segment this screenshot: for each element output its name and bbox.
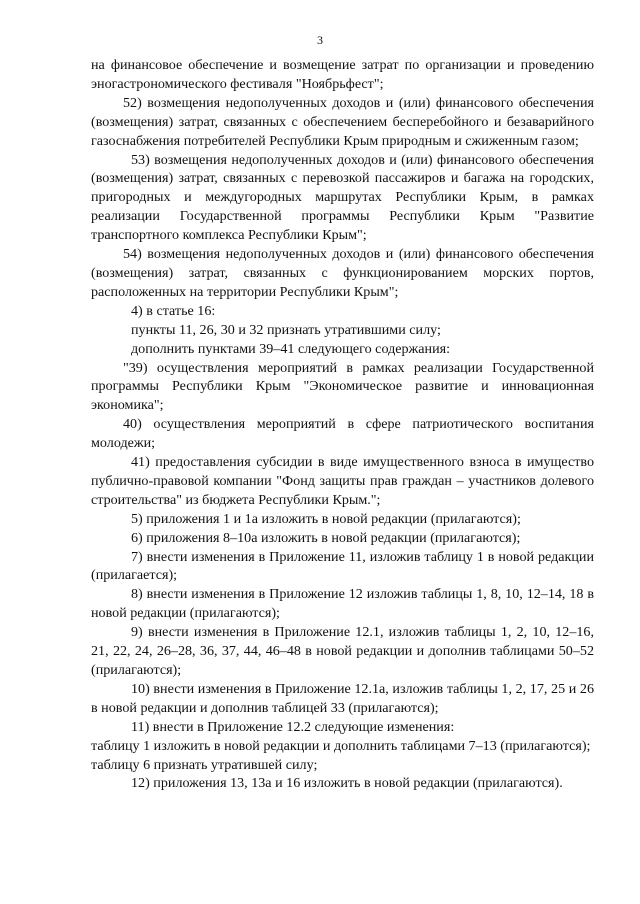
paragraph: 11) внести в Приложение 12.2 следующие изменения:: [131, 718, 455, 735]
paragraph: таблицу 6 признать утратившей силу;: [91, 756, 318, 773]
paragraph: 9) внести изменения в Приложение 12.1, изложив таблицы 1, 2, 10, 12–16, 21, 22, 24, 26–28, 36, 37, 44, 46–48 в новой редакции и дополнив таблицами 50–52 (прилагаются);: [91, 624, 594, 678]
paragraph: "39) осуществления мероприятий в рамках реализации Государственной программы Республики Крым "Экономическое развитие и инновационная экономика";: [91, 359, 594, 414]
paragraph: пункты 11, 26, 30 и 32 признать утратившими силу;: [131, 321, 441, 338]
paragraph: дополнить пунктами 39–41 следующего содержания:: [131, 340, 451, 357]
paragraph: 12) приложения 13, 13а и 16 изложить в новой редакции (прилагаются).: [131, 775, 563, 792]
paragraph: на финансовое обеспечение и возмещение затрат по организации и проведению эногастрономического фестиваля "Ноябрьфест";: [91, 57, 594, 92]
paragraph: 6) приложения 8–10а изложить в новой редакции (прилагаются);: [131, 529, 521, 546]
page-number: 3: [317, 33, 323, 47]
paragraph: 5) приложения 1 и 1а изложить в новой редакции (прилагаются);: [131, 510, 521, 527]
paragraph: 7) внести изменения в Приложение 11, изложив таблицу 1 в новой редакции (прилагается);: [91, 548, 594, 584]
paragraph: 40) осуществления мероприятий в сфере патриотического воспитания молодежи;: [91, 416, 594, 452]
paragraph: 53) возмещения недополученных доходов и (или) финансового обеспечения (возмещения) затрат, связанных с перевозкой пассажиров и багажа на городских, пригородных и междугородных маршрутах Республики Крым, в рамках реализации Государственной программы Республики Крым "Развитие транспортного комплекса Республики Крым";: [91, 151, 594, 244]
paragraph: таблицу 1 изложить в новой редакции и дополнить таблицами 7–13 (прилагаются);: [91, 737, 591, 754]
paragraph: 4) в статье 16:: [131, 302, 216, 319]
paragraph: 52) возмещения недополученных доходов и (или) финансового обеспечения (возмещения) затрат, связанных с обеспечением бесперебойного и безаварийного газоснабжения потребителей Республики Крым природным и сжиженным газом;: [91, 94, 594, 149]
paragraph: 10) внести изменения в Приложение 12.1а, изложив таблицы 1, 2, 17, 25 и 26 в новой редакции и дополнив таблицей 33 (прилагаются);: [91, 680, 594, 716]
document-body: [91, 56, 594, 793]
paragraph: 54) возмещения недополученных доходов и (или) финансового обеспечения (возмещения) затрат, связанных с функционированием морских портов, расположенных на территории Республики Крым";: [91, 246, 594, 300]
paragraph: 8) внести изменения в Приложение 12 изложив таблицы 1, 8, 10, 12–14, 18 в новой редакции (прилагаются);: [91, 586, 594, 622]
paragraph: 41) предоставления субсидии в виде имущественного взноса в имущество публично-правовой компании "Фонд защиты прав граждан – участников долевого строительства" из бюджета Республики Крым.";: [91, 454, 594, 508]
